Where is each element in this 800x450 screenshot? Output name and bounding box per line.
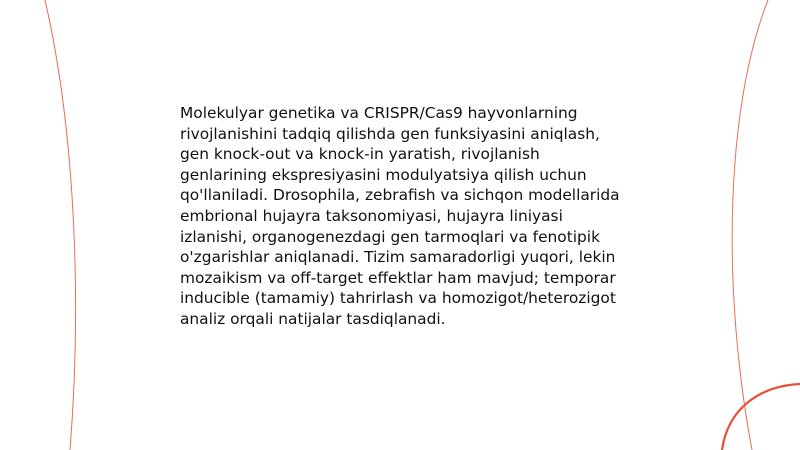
- right-decorative-curve: [732, 0, 768, 450]
- body-paragraph: Molekulyar genetika va CRISPR/Cas9 hayvonlarning rivojlanishini tadqiq qilishda gen funksiyasini aniqlash, gen knock-out va knock-in yaratish, rivojlanish genlarining ekspresiyasini modulyatsiya qilish uchun qo'llaniladi. Drosophila, zebrafish va sichqon modellarida embrional hujayra taksonomiyasi, hujayra liniyasi izlanishi, organogenezdagi gen tarmoqlari va fenotipik o'zgarishlar aniqlanadi. Tizim samaradorligi yuqori, lekin mozaikism va off-target effektlar ham mavjud; temporar inducible (tamamiy) tahrirlash va homozigot/heterozigot analiz orqali natijalar tasdiqlanadi.: [180, 104, 620, 328]
- corner-accent-arc: [722, 384, 800, 450]
- left-decorative-curve: [45, 0, 76, 450]
